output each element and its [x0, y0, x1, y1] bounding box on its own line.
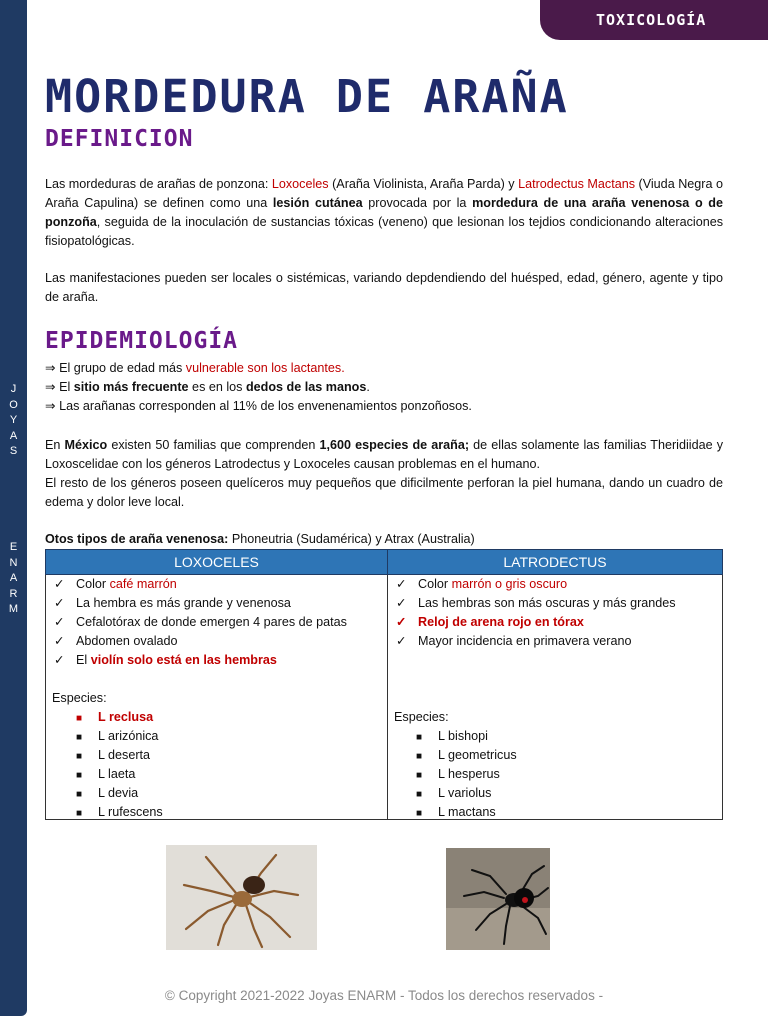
bullet-icon: ■	[416, 751, 423, 762]
loxoceles-spider-photo	[166, 845, 317, 950]
resto-paragraph: El resto de los géneros poseen quelíceros muy pequeños que dificilmente perforan la piel humana, dando un cuadro de edema y dolor leve local.	[45, 476, 723, 509]
check-icon: ✓	[396, 596, 407, 610]
latrodectus-cell	[388, 575, 723, 820]
otros-tipos-line	[45, 530, 723, 549]
sidebar-letter: A	[9, 572, 18, 584]
species-name: L bishopi	[438, 729, 488, 743]
text: Las mordeduras de arañas de ponzona:	[45, 177, 272, 191]
sidebar-letter: E	[9, 541, 18, 553]
check-icon: ✓	[54, 634, 65, 648]
text: es en los	[188, 380, 246, 394]
copyright-footer: © Copyright 2021-2022 Joyas ENARM - Todos los derechos reservados -	[164, 988, 604, 1003]
feature-item	[396, 632, 632, 651]
species-name: L rufescens	[98, 805, 163, 819]
species-item	[416, 727, 488, 747]
bullet-icon: ■	[76, 808, 83, 819]
sidebar-joyas	[0, 382, 27, 460]
text: , seguida de la inoculación de sustancias tóxicas (veneno) que lesionan los tejdios condicionando alteraciones fisiopatológicas.	[45, 215, 723, 248]
check-icon: ✓	[54, 615, 65, 629]
section-tag-label: TOXICOLOGÍA	[596, 11, 707, 29]
sidebar-letter: Y	[9, 414, 18, 426]
table-header-row	[46, 550, 723, 575]
bold-text: dedos de las manos	[245, 380, 367, 394]
sidebar-letter: O	[9, 398, 18, 411]
sidebar-letter: S	[9, 445, 18, 457]
highlight: marrón o gris oscuro	[451, 577, 568, 591]
text: Las hembras son más oscuras y más grandes	[418, 596, 676, 610]
list-item	[45, 397, 472, 416]
text: El grupo de edad más	[59, 361, 186, 375]
bullet-icon: ■	[416, 789, 423, 800]
highlight: café marrón	[109, 577, 177, 591]
page-title: MORDEDURA DE ARAÑA	[45, 70, 569, 123]
species-item	[76, 765, 135, 785]
text: .	[366, 380, 370, 394]
latrodectus-spider-photo	[446, 848, 550, 950]
epidemiologia-heading: EPIDEMIOLOGÍA	[45, 328, 239, 354]
text: (Viuda Negra o Araña Capulina) se definen como una	[45, 177, 724, 210]
species-item	[76, 803, 163, 823]
species-item	[416, 784, 491, 804]
species-name: L hesperus	[438, 767, 500, 781]
loxoceles-cell	[46, 575, 388, 820]
bold-text: mordedura de una araña venenosa o de ponzoña	[45, 196, 724, 229]
feature-item	[396, 594, 676, 613]
sidebar-letter: N	[9, 556, 18, 569]
check-icon: ✓	[54, 577, 65, 591]
column-header-latrodectus: LATRODECTUS	[388, 550, 723, 575]
definicion-paragraph	[45, 175, 723, 251]
sidebar-letter: A	[9, 429, 18, 442]
check-icon: ✓	[396, 577, 407, 591]
text: Mayor incidencia en primavera verano	[418, 634, 632, 648]
sidebar-enarm	[0, 540, 27, 618]
text: Color	[76, 577, 110, 591]
feature-item	[54, 594, 291, 613]
especies-label: Especies:	[394, 710, 449, 724]
feature-item	[54, 632, 178, 651]
text: Phoneutria (Sudamérica) y Atrax (Australia)	[228, 532, 475, 546]
highlight-latrodectus: Latrodectus Mactans	[518, 177, 636, 191]
feature-item	[396, 613, 584, 632]
bold-text: México	[64, 438, 108, 452]
highlight: violín solo está en las hembras	[90, 653, 277, 667]
feature-item	[54, 575, 177, 594]
species-table	[45, 549, 723, 820]
mexico-paragraph	[45, 436, 723, 474]
feature-item	[54, 651, 277, 670]
species-name: L arizónica	[98, 729, 159, 743]
sidebar-letter: R	[9, 587, 18, 600]
manifestaciones-paragraph: Las manifestaciones pueden ser locales o sistémicas, variando depdendiendo del huésped, edad, género, agente y tipo de araña.	[45, 271, 723, 304]
species-name: L laeta	[98, 767, 136, 781]
bold-text: lesión cutánea	[272, 196, 363, 210]
text: Las arañanas corresponden al 11% de los envenenamientos ponzoñosos.	[59, 399, 472, 413]
text: Cefalotórax de donde emergen 4 pares de patas	[76, 615, 347, 629]
bold-text: 1,600 especies de araña;	[319, 438, 470, 452]
sidebar-letter: J	[10, 383, 17, 395]
text: El	[76, 653, 91, 667]
text: El	[59, 380, 74, 394]
column-header-loxoceles: LOXOCELES	[46, 550, 388, 575]
check-icon: ✓	[396, 634, 407, 648]
text: La hembra es más grande y venenosa	[76, 596, 291, 610]
bullet-icon: ■	[416, 770, 423, 781]
bullet-icon: ■	[416, 732, 423, 743]
species-name: L geometricus	[438, 748, 517, 762]
bullet-icon: ■	[76, 770, 83, 781]
species-item	[416, 765, 500, 785]
feature-item	[396, 575, 567, 594]
highlight: vulnerable son los lactantes.	[185, 361, 345, 375]
bold-text: Otos tipos de araña venenosa:	[45, 532, 229, 546]
bullet-icon: ■	[76, 732, 83, 743]
text: provocada por la	[362, 196, 473, 210]
sidebar-letter: M	[8, 603, 19, 615]
text: Abdomen ovalado	[76, 634, 178, 648]
list-item	[45, 359, 472, 378]
especies-label: Especies:	[52, 691, 107, 705]
arrow-icon: ⇒	[45, 380, 56, 394]
species-item	[76, 727, 158, 747]
sidebar-band	[0, 0, 27, 1016]
bullet-icon: ■	[76, 789, 83, 800]
highlight-loxoceles: Loxoceles	[271, 177, 329, 191]
text: Color	[418, 577, 452, 591]
check-icon: ✓	[54, 653, 65, 667]
text: En	[45, 438, 65, 452]
arrow-icon: ⇒	[45, 361, 56, 375]
species-item	[76, 708, 153, 728]
list-item	[45, 378, 472, 397]
species-item	[416, 746, 517, 766]
species-item	[416, 803, 496, 823]
arrow-icon: ⇒	[45, 399, 56, 413]
epidemiologia-list	[45, 359, 472, 416]
bullet-icon: ■	[76, 751, 83, 762]
species-name: L mactans	[438, 805, 496, 819]
text: de ellas solamente las familias Theridiidae y Loxoscelidae con los géneros Latrodectus y Loxoceles causan problemas en el humano.	[45, 438, 723, 471]
bold-text: sitio más frecuente	[73, 380, 189, 394]
text: existen 50 familias que comprenden	[107, 438, 320, 452]
feature-item	[54, 613, 347, 632]
text: Reloj de arena rojo en tórax	[418, 615, 584, 629]
species-name: L deserta	[98, 748, 151, 762]
species-item	[76, 784, 138, 804]
species-name: L devia	[98, 786, 139, 800]
definicion-heading: DEFINICION	[45, 126, 194, 152]
check-icon: ✓	[396, 615, 407, 629]
table-row	[46, 575, 723, 820]
text: (Araña Violinista, Araña Parda) y	[328, 177, 519, 191]
check-icon: ✓	[54, 596, 65, 610]
bullet-icon: ■	[76, 713, 83, 724]
species-item	[76, 746, 150, 766]
species-name: L variolus	[438, 786, 492, 800]
bullet-icon: ■	[416, 808, 423, 819]
species-name: L reclusa	[98, 710, 154, 724]
